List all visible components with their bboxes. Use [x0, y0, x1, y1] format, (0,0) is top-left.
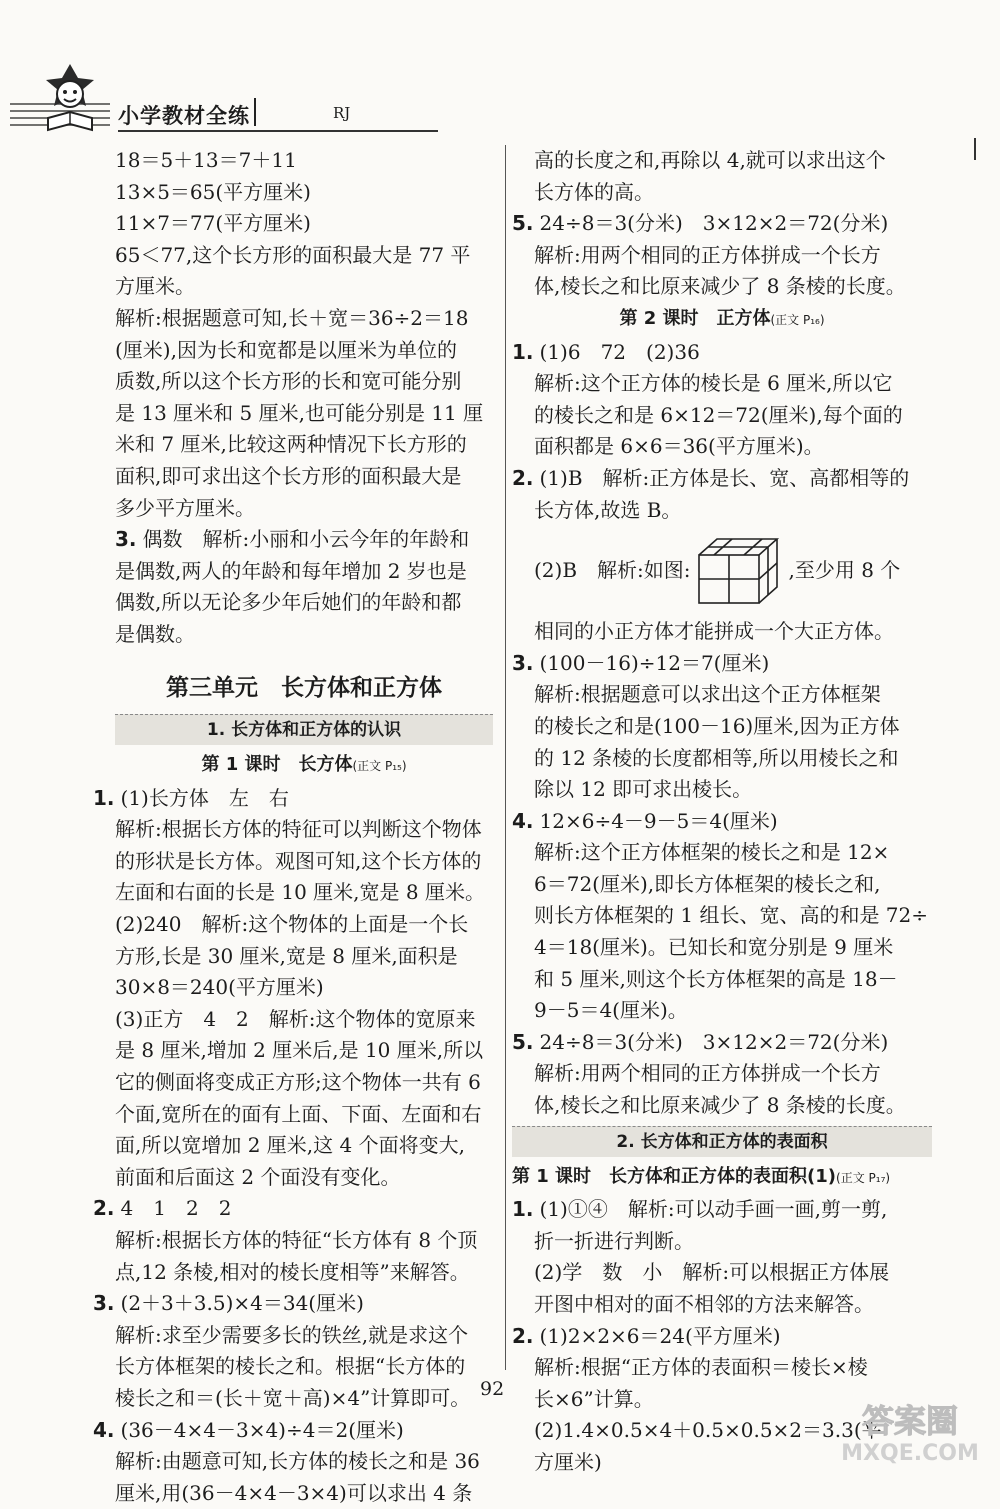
- question-2-line: [512, 463, 932, 495]
- text-line: 体,棱长之和比原来减少了 8 条棱的长度。: [534, 1093, 906, 1118]
- text-line: 18＝5＋13＝7＋11: [115, 148, 297, 172]
- lesson-title-text: 第 2 课时 正方体: [619, 307, 771, 329]
- question-number: 1.: [512, 1197, 534, 1222]
- analysis-line: 是 13 厘米和 5 厘米,也可能分别是 11 厘: [115, 400, 484, 425]
- question-4-line: [93, 1415, 493, 1447]
- text-line: 是偶数,两人的年龄和每年增加 2 岁也是: [115, 558, 467, 583]
- question-number: 2.: [512, 1323, 534, 1348]
- page-reference: (正文 P₁₅): [352, 759, 407, 774]
- question-3-line: [115, 524, 493, 556]
- text-after-figure: ,至少用 8 个: [788, 558, 901, 583]
- question-number: 5.: [512, 1029, 534, 1054]
- text-line: 30×8＝240(平方厘米): [115, 975, 324, 1000]
- cartoon-student-reading-icon: [30, 60, 110, 140]
- lesson-title: [512, 303, 932, 337]
- text-line: 的形状是长方体。观图可知,这个长方体的: [115, 848, 482, 873]
- text-line: (3)正方 4 2 解析:这个物体的宽原来: [115, 1006, 476, 1031]
- question-text: (1)长方体 左 右: [120, 785, 289, 810]
- text-line: 折一折进行判断。: [534, 1228, 694, 1253]
- text-line: (2)1.4×0.5×4＋0.5×0.5×2＝3.3(平: [534, 1418, 882, 1443]
- lesson-title: [512, 1161, 932, 1195]
- text-line: 65＜77,这个长方形的面积最大是 77 平: [115, 242, 471, 267]
- question-1-line: [512, 337, 932, 369]
- question-number: 1.: [512, 339, 534, 364]
- lesson-title: [115, 749, 493, 783]
- question-number: 3.: [93, 1291, 115, 1316]
- header-separator: [254, 98, 256, 126]
- edge-mark: [974, 138, 976, 160]
- analysis-line: 质数,所以这个长方形的长和宽可能分别: [115, 369, 462, 394]
- text-line: 解析:根据“正方体的表面积＝棱长×棱: [534, 1355, 868, 1380]
- question-number: 1.: [93, 785, 115, 810]
- text-line: (2)学 数 小 解析:可以根据正方体展: [534, 1260, 890, 1285]
- text-line: 相同的小正方体才能拼成一个大正方体。: [534, 619, 894, 644]
- edition-label: RJ: [333, 104, 351, 122]
- text-line: 点,12 条棱,相对的棱长度相等”来解答。: [115, 1259, 470, 1284]
- analysis-line: 面积,即可求出这个长方形的面积最大是: [115, 463, 462, 488]
- text-line: 方厘米): [534, 1449, 602, 1474]
- question-text: 24÷8＝3(分米) 3×12×2＝72(分米): [539, 211, 889, 236]
- text-line: 6＝72(厘米),即长方体框架的棱长之和,: [534, 871, 881, 896]
- cube-figure-row: [512, 526, 932, 616]
- text-line: 开图中相对的面不相邻的方法来解答。: [534, 1292, 874, 1316]
- question-text: (1)B 解析:正方体是长、宽、高都相等的: [539, 465, 910, 490]
- watermark-logo: [825, 1398, 995, 1466]
- lesson-title-text: 第 1 课时 长方体: [201, 754, 353, 776]
- text-line: 则长方体框架的 1 组长、宽、高的和是 72÷: [534, 903, 929, 928]
- question-number: 5.: [512, 211, 534, 236]
- text-before-figure: (2)B 解析:如图:: [534, 558, 691, 583]
- text-line: 方形,长是 30 厘米,宽是 8 厘米,面积是: [115, 943, 458, 968]
- question-5-line: [512, 1027, 932, 1059]
- text-line: 解析:求至少需要多长的铁丝,就是求这个: [115, 1322, 469, 1347]
- question-2-line: [512, 1321, 932, 1353]
- question-number: 2.: [93, 1196, 115, 1221]
- text-line: 长方体的高。: [534, 179, 654, 204]
- right-column: [512, 145, 932, 1479]
- text-line: 高的长度之和,再除以 4,就可以求出这个: [534, 148, 886, 172]
- column-divider: [505, 145, 506, 1370]
- text-line: 4＝18(厘米)。已知长和宽分别是 9 厘米: [534, 935, 894, 960]
- text-line: 面,所以宽增加 2 厘米,这 4 个面将变大,: [115, 1133, 465, 1158]
- text-line: 13×5＝65(平方厘米): [115, 179, 311, 204]
- text-line: 它的侧面将变成正方形;这个物体一共有 6: [115, 1070, 481, 1095]
- cube-diagram: [695, 535, 785, 607]
- text-line: 解析:这个正方体的棱长是 6 厘米,所以它: [534, 371, 893, 396]
- text-line: 个面,宽所在的面有上面、下面、左面和右: [115, 1101, 482, 1126]
- text-line: 解析:用两个相同的正方体拼成一个长方: [534, 242, 881, 267]
- analysis-line: 解析:根据题意可知,长＋宽＝36÷2＝18: [115, 305, 469, 330]
- text-line: 解析:由题意可知,长方体的棱长之和是 36: [115, 1449, 480, 1474]
- text-line: 是偶数。: [115, 621, 195, 646]
- text-line: 的 12 条棱的长度都相等,所以用棱长之和: [534, 745, 899, 770]
- unit-title: 第三单元 长方体和正方体: [166, 674, 442, 701]
- text-line: 解析:用两个相同的正方体拼成一个长方: [534, 1061, 881, 1086]
- text-line: 面积都是 6×6＝36(平方厘米)。: [534, 434, 824, 459]
- book-title: 小学教材全练: [118, 104, 250, 128]
- question-3-line: [93, 1288, 493, 1320]
- question-text: 24÷8＝3(分米) 3×12×2＝72(分米): [539, 1029, 889, 1054]
- question-4-line: [512, 806, 932, 838]
- page-reference: (正文 P₁₇): [836, 1170, 891, 1185]
- text-line: 是 8 厘米,增加 2 厘米后,是 10 厘米,所以: [115, 1038, 484, 1063]
- text-line: 的棱长之和是 6×12＝72(厘米),每个面的: [534, 402, 903, 427]
- text-line: 11×7＝77(平方厘米): [115, 211, 311, 236]
- question-number: 3.: [512, 650, 534, 675]
- question-2-line: [93, 1193, 493, 1225]
- question-1-line: [93, 783, 493, 815]
- text-line: 解析:这个正方体框架的棱长之和是 12×: [534, 840, 890, 865]
- text-line: 长方体,故选 B。: [534, 497, 682, 522]
- text-line: 棱长之和＝(长＋宽＋高)×4”计算即可。: [115, 1385, 471, 1410]
- text-line: 解析:根据题意可以求出这个正方体框架: [534, 682, 881, 707]
- text-line: 体,棱长之和比原来减少了 8 条棱的长度。: [534, 274, 906, 299]
- text-line: 前面和后面这 2 个面没有变化。: [115, 1164, 401, 1189]
- text-line: 长方体框架的棱长之和。根据“长方体的: [115, 1354, 466, 1379]
- text-line: 的棱长之和是(100－16)厘米,因为正方体: [534, 713, 900, 738]
- text-line: (2)240 解析:这个物体的上面是一个长: [115, 912, 469, 937]
- question-text: 偶数 解析:小丽和小云今年的年龄和: [142, 527, 470, 552]
- analysis-line: (厘米),因为长和宽都是以厘米为单位的: [115, 337, 457, 362]
- question-1-line: [512, 1194, 932, 1226]
- text-line: 解析:根据长方体的特征可以判断这个物体: [115, 817, 482, 842]
- svg-text:MXQE.COM: MXQE.COM: [841, 1441, 979, 1466]
- text-line: 左面和右面的长是 10 厘米,宽是 8 厘米。: [115, 880, 485, 905]
- svg-text:答案圈: 答案圈: [861, 1402, 959, 1440]
- page-number: 92: [480, 1378, 505, 1400]
- question-number: 3.: [115, 527, 137, 552]
- question-text: 12×6÷4－9－5＝4(厘米): [539, 808, 778, 833]
- page-header: [0, 60, 460, 150]
- text-line: 除以 12 即可求出棱长。: [534, 777, 753, 802]
- question-text: (1)6 72 (2)36: [539, 339, 700, 364]
- question-number: 4.: [512, 808, 534, 833]
- header-rule: [118, 130, 438, 132]
- question-text: (2＋3＋3.5)×4＝34(厘米): [120, 1291, 364, 1316]
- section-title: 1. 长方体和正方体的认识: [115, 714, 493, 745]
- question-text: (36－4×4－3×4)÷4＝2(厘米): [120, 1417, 404, 1442]
- question-text: (100－16)÷12＝7(厘米): [539, 650, 770, 675]
- page-reference: (正文 P₁₆): [770, 312, 825, 327]
- question-5-line: [512, 208, 932, 240]
- question-3-line: [512, 648, 932, 680]
- question-text: 4 1 2 2: [120, 1196, 232, 1221]
- text-line: 厘米,用(36－4×4－3×4)可以求出 4 条: [115, 1480, 473, 1505]
- section-title: 2. 长方体和正方体的表面积: [512, 1126, 932, 1157]
- text-line: 长×6”计算。: [534, 1386, 654, 1411]
- text-line: 和 5 厘米,则这个长方体框架的高是 18－: [534, 966, 898, 991]
- text-line: 方厘米。: [115, 274, 195, 299]
- question-text: (1)①④ 解析:可以动手画一画,剪一剪,: [539, 1197, 888, 1222]
- left-column: [93, 145, 493, 1509]
- text-line: 偶数,所以无论多少年后她们的年龄和都: [115, 590, 462, 615]
- question-text: (1)2×2×6＝24(平方厘米): [539, 1323, 781, 1348]
- question-number: 4.: [93, 1417, 115, 1442]
- lesson-title-text: 第 1 课时 长方体和正方体的表面积(1): [512, 1165, 837, 1187]
- analysis-line: 多少平方厘米。: [115, 495, 255, 520]
- analysis-line: 米和 7 厘米,比较这两种情况下长方形的: [115, 432, 467, 457]
- text-line: 9－5＝4(厘米)。: [534, 998, 688, 1023]
- text-line: 解析:根据长方体的特征“长方体有 8 个顶: [115, 1228, 478, 1252]
- question-number: 2.: [512, 465, 534, 490]
